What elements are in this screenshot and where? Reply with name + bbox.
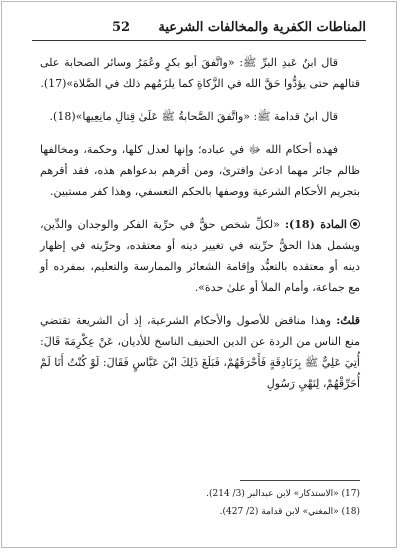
paragraph-text: قال ابنُ قدامة ﷺ: «واتَّفقَ الصَّحابةُ ﷺ عَلَىٰ قِتالِ مانِعِيها»(18). — [49, 110, 338, 123]
footnote-18: (18) «المغني» لابن قدامة (2/ 427). — [219, 507, 360, 517]
article-text: «لكلِّ شخص حقٌّ في حرِّية الفكر والوجدان والدِّين، ويشمل هذا الحقُّ حرِّيته في تغيير دينه أو معتقده، وحرِّيته في إظهار دينه أو معتقده بالتعبُّد وإقامة الشعائر والممارسة والتعليم، بمفرده أو مع جماعة، وأمام الملأ أو علىٰ حدة». — [40, 218, 360, 294]
footnote-17: (17) «الاستذكار» لابن عبدالبر (3/ 214). — [206, 489, 360, 499]
page-body — [40, 52, 360, 406]
footnotes — [40, 480, 360, 521]
article-label: المادة (18): — [285, 218, 347, 231]
page — [1, 1, 397, 548]
comment-text: وهذا مناقض للأصول والأحكام الشرعية، إذ أن الشريعة تقتضي منع الناس من الردة عن الدين الحنيف الناسخ للأديان، عَنْ عِكْرِمَةَ قَالَ: أُتِيَ عَلِيٌّ ﷺ بِزَنَادِقَةٍ فَأَحْرَقَهُمْ، فَبَلَغَ ذَلِكَ ابْنَ عَبَّاسٍ فَقَالَ: لَوْ كُنْتُ أَنَا لَمْ أُحَرِّقْهُمْ، لِنَهْيِ رَسُولِ — [40, 314, 360, 390]
footnote-divider — [240, 480, 360, 481]
paragraph-ibn-abd-al-barr — [40, 52, 360, 94]
paragraph-text: فهذه أحكام الله ﷻ في عباده؛ وإنها لعدل كلها، وحكمة، ومخالفها ظالم جائر مهما ادعىٰ وافترىٰ، ومن أقرهم بدعواهم هذه، فقد أقرهم بتجريم الأحكام الشرعية ووصفها بالحكم التعسفي، وهذا كفر مستبين. — [40, 143, 360, 198]
page-number: 52 — [112, 20, 131, 35]
bullet-icon — [350, 219, 360, 229]
page-header — [32, 18, 366, 41]
paragraph-ruling — [40, 139, 360, 202]
comment-label: قلتُ: — [336, 314, 360, 327]
comment-paragraph — [40, 310, 360, 394]
article-18 — [40, 214, 360, 298]
paragraph-text: قال ابنُ عَبدِ البرِّ ﷺ: «واتَّفقَ أبو بكرٍ وعُمَرُ وسائر الصحابة على قتالهم حتى يؤدُّوا حَقَّ الله في الزَّكاةِ كما يلزَمُهم ذلك في الصَّلاة»(17). — [40, 56, 360, 90]
paragraph-ibn-qudama — [40, 106, 360, 127]
running-title: المناطات الكفرية والمخالفات الشرعية — [158, 20, 366, 35]
